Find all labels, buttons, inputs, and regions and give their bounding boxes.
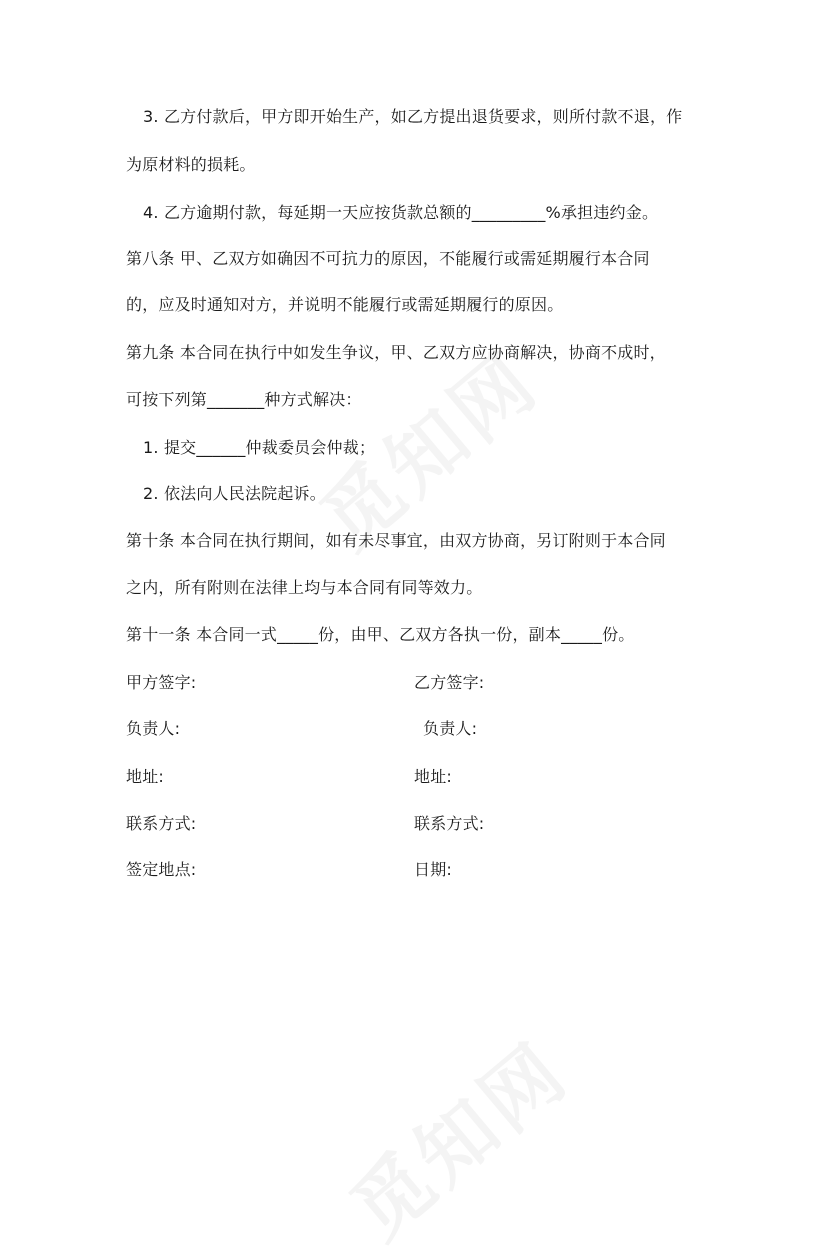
clause-10-cont: 之内，所有附则在法律上均与本合同有同等效力。 <box>126 578 483 597</box>
clause-9-cont: 可按下列第_______种方式解决： <box>126 390 362 409</box>
clause-9-option-1: 1. 提交______仲裁委员会仲裁； <box>143 438 376 457</box>
clause-8-cont: 的，应及时通知对方，并说明不能履行或需延期履行的原因。 <box>126 295 564 314</box>
party-b-signature-label: 乙方签字: <box>414 673 485 692</box>
party-a-address-label: 地址: <box>126 767 164 786</box>
clause-7-item-3-cont: 为原材料的损耗。 <box>126 155 256 174</box>
clause-9-option-2: 2. 依法向人民法院起诉。 <box>143 484 326 503</box>
watermark <box>323 1012 588 1260</box>
party-b-responsible-label: 负责人: <box>423 719 478 738</box>
signing-location-label: 签定地点: <box>126 860 197 879</box>
clause-9: 第九条 本合同在执行中如发生争议，甲、乙双方应协商解决，协商不成时， <box>126 343 666 362</box>
party-a-contact-label: 联系方式: <box>126 814 197 833</box>
date-label: 日期: <box>414 860 452 879</box>
party-b-contact-label: 联系方式: <box>414 814 485 833</box>
clause-10: 第十条 本合同在执行期间，如有未尽事宜，由双方协商，另订附则于本合同 <box>126 531 666 550</box>
party-a-signature-label: 甲方签字: <box>126 673 197 692</box>
clause-11: 第十一条 本合同一式_____份，由甲、乙双方各执一份，副本_____份。 <box>126 625 635 644</box>
clause-7-item-4: 4. 乙方逾期付款，每延期一天应按货款总额的_________%承担违约金。 <box>143 203 659 222</box>
clause-8: 第八条 甲、乙双方如确因不可抗力的原因，不能履行或需延期履行本合同 <box>126 249 650 268</box>
clause-7-item-3: 3. 乙方付款后，甲方即开始生产，如乙方提出退货要求，则所付款不退，作 <box>143 107 683 126</box>
party-b-address-label: 地址: <box>414 767 452 786</box>
party-a-responsible-label: 负责人: <box>126 719 181 738</box>
